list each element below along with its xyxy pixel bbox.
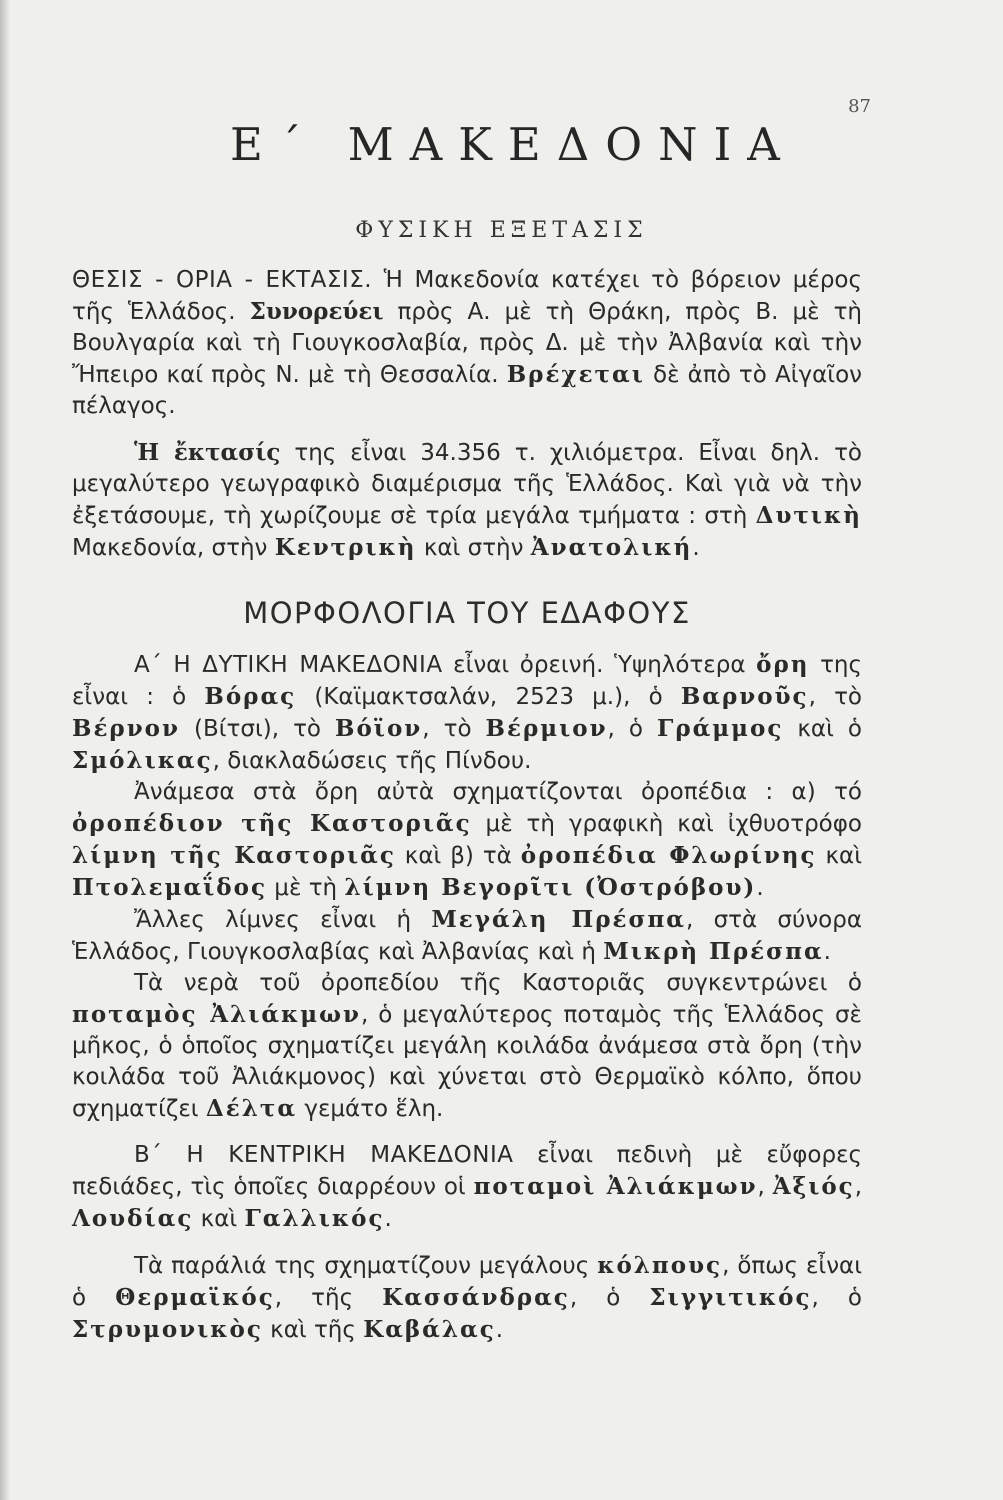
paragraph-text: γεμάτο ἕλη. (297, 1096, 444, 1122)
paragraph-text: , στὰ σύνορα Ἑλλάδος, Γιουγκοσλαβίας καὶ Ἀλβανίας καὶ ἡ (72, 907, 862, 965)
emphasized-term: Βόρας (204, 683, 297, 710)
emphasized-term: Γαλλικός (244, 1205, 385, 1232)
paragraph-text: μὲ τὴ (267, 875, 345, 901)
emphasized-term: Ἀξιός (772, 1173, 855, 1200)
paragraph-text: Μακεδονία, στὴν (72, 535, 275, 561)
paragraph-text: . (384, 1206, 392, 1232)
paragraph-text: της εἶναι : ὁ (72, 652, 862, 710)
paragraph-text: της εἶναι 34.356 τ. χιλιόμετρα. Εἶναι δηλ. τὸ μεγαλύτερο γεωγραφικὸ διαμέρισμα τῆς Ἑλλάδος. Καὶ γιὰ νὰ τὴν ἐξετάσουμε, τὴ χωρίζουμε σὲ τρία μεγάλα τμήματα : στὴ (72, 440, 863, 529)
paragraph-text: Ἡ Μακεδονία κατέχει τὸ βόρειον μέρος τῆς Ἑλλάδος. (72, 267, 862, 325)
paragraph-text: Ἄλλες λίμνες εἶναι ἡ (134, 907, 432, 933)
paragraph-aliakmon (72, 968, 862, 1125)
emphasized-term: Λουδίας (72, 1205, 194, 1232)
paragraph-lakes (72, 904, 862, 968)
emphasized-term: ὀροπέδια Φλωρίνης (520, 842, 817, 869)
emphasized-term: Δυτικὴ (755, 502, 862, 529)
emphasized-term: κόλπους (597, 1252, 723, 1279)
emphasized-term: Δέλτα (205, 1095, 298, 1122)
emphasized-term: Θερμαϊκός (115, 1284, 275, 1311)
paragraph-text: δὲ ἀπὸ τὸ Αἰγαῖον πέλαγος. (72, 362, 862, 419)
emphasized-term: Κασσάνδρας (382, 1284, 570, 1311)
emphasized-term: Ἀνατολική (530, 534, 693, 561)
paragraph-text: . (756, 875, 764, 901)
paragraph-text: , ὁ (811, 1285, 862, 1311)
paragraph-text: , τὸ (808, 684, 862, 710)
emphasized-term: λίμνη Βεγορῖτι (Ὀστρόβου) (344, 874, 757, 901)
paragraph-text: καὶ τῆς (262, 1317, 364, 1343)
chapter-title: Ε΄ ΜΑΚΕΔΟΝΙΑ (230, 118, 796, 171)
paragraph-text: καὶ ὁ (783, 716, 862, 742)
emphasized-term: ποταμοὶ Ἀλιάκμων (473, 1173, 758, 1200)
page-body (72, 265, 862, 1346)
emphasized-term: Σιγγιτικός (649, 1284, 812, 1311)
paragraph-text: , (757, 1174, 773, 1200)
paragraph-text: Τὰ παράλιά της σχηματίζουν μεγάλους (134, 1253, 598, 1279)
section-title: ΦΥΣΙΚΗ ΕΞΕΤΑΣΙΣ (355, 218, 648, 243)
paragraph-lead: Β΄ Η ΚΕΝΤΡΙΚΗ ΜΑΚΕΔΟΝΙΑ (134, 1142, 514, 1168)
page-number: 87 (848, 96, 871, 117)
paragraph-text: καὶ (816, 843, 862, 869)
paragraph-text: . (692, 535, 700, 561)
paragraph-text: , τὸ (422, 716, 486, 742)
emphasized-term: ὄρη (756, 651, 810, 678)
paragraph-text: , (854, 1174, 862, 1200)
emphasized-term: Βέρμιον (485, 715, 608, 742)
paragraph-plateaus (72, 777, 862, 904)
emphasized-term: λίμνη τῆς Καστοριᾶς (72, 842, 396, 869)
paragraph-area (72, 437, 862, 564)
emphasized-term: Βόϊον (335, 715, 423, 742)
emphasized-term: Μικρὴ Πρέσπα (603, 938, 824, 965)
paragraph-text: (Βίτσι), τὸ (179, 716, 336, 742)
paragraph-text: , ὅπως εἶναι ὁ (72, 1253, 862, 1311)
emphasized-term: Βέρνον (72, 715, 180, 742)
paragraph-text: (Καϊμακτσαλάν, 2523 μ.), ὁ (296, 684, 681, 710)
paragraph-text: . (823, 939, 831, 965)
paragraph-gulfs (72, 1250, 862, 1346)
paragraph-text: , διακλαδώσεις τῆς Πίνδου. (212, 748, 532, 774)
emphasized-term: Πτολεμαΐδος (72, 874, 267, 901)
paragraph-text: καὶ (193, 1206, 245, 1232)
paragraph-text: μὲ τὴ γραφικὴ καὶ ἰχθυοτρόφο (471, 811, 863, 837)
paragraph-western-macedonia (72, 649, 862, 777)
emphasized-term: ποταμὸς Ἀλιάκμων (72, 1001, 361, 1028)
paragraph-text: , ὁ (607, 716, 657, 742)
paragraph-text: εἶναι πεδινὴ μὲ εὔφορες πεδιάδες, τὶς ὁποῖες διαρρέουν οἱ (72, 1142, 862, 1200)
paragraph-text: καὶ β) τὰ (395, 843, 521, 869)
paragraph-position-borders (72, 265, 862, 422)
paragraph-text: , ὁ (569, 1285, 650, 1311)
emphasized-term: ὀροπέδιον τῆς Καστοριᾶς (72, 810, 472, 837)
morphology-heading: ΜΟΡΦΟΛΟΓΙΑ ΤΟΥ ΕΔΑΦΟΥΣ (243, 596, 691, 630)
paragraph-text: , τῆς (274, 1285, 383, 1311)
emphasized-term: Σμόλικας (72, 747, 213, 774)
paragraph-text: καὶ στὴν (416, 535, 531, 561)
emphasized-term: Γράμμος (656, 715, 784, 742)
emphasized-term: Καβάλας (363, 1316, 496, 1343)
emphasized-term: Συνορεύει (249, 298, 384, 325)
emphasized-term: Ἡ ἔκτασίς (134, 439, 281, 466)
emphasized-term: Στρυμονικὸς (72, 1316, 263, 1343)
emphasized-term: Βρέχεται (506, 361, 645, 388)
paragraph-central-macedonia (72, 1140, 862, 1235)
emphasized-term: Κεντρικὴ (274, 534, 417, 561)
paragraph-text: . (495, 1317, 504, 1343)
paragraph-text: Ἀνάμεσα στὰ ὄρη αὐτὰ σχηματίζονται ὀροπέδια : α) τό (134, 779, 862, 805)
paragraph-lead: ΘΕΣΙΣ - ΟΡΙΑ - ΕΚΤΑΣΙΣ. (72, 267, 373, 293)
emphasized-term: Βαρνοῦς (680, 683, 809, 710)
paragraph-text: εἶναι ὀρεινή. Ὑψηλότερα (442, 652, 757, 678)
paragraph-text: Τὰ νερὰ τοῦ ὀροπεδίου τῆς Καστοριᾶς συγκεντρώνει ὁ (134, 970, 862, 996)
paragraph-text: , ὁ μεγαλύτερος ποταμὸς τῆς Ἑλλάδος σὲ μῆκος, ὁ ὁποῖος σχηματίζει μεγάλη κοιλάδα ἀνάμεσα στὰ ὄρη (τὴν κοιλάδα τοῦ Ἀλιάκμονος) καὶ χύνεται στὸ Θερμαϊκὸ κόλπο, ὅπου σχηματίζει (72, 1002, 862, 1122)
paragraph-text: πρὸς Α. μὲ τὴ Θράκη, πρὸς Β. μὲ τὴ Βουλγαρία καὶ τὴ Γιουγκοσλαβία, πρὸς Δ. μὲ τὴν Ἀλβανία καὶ τὴν Ἤπειρο καί πρὸς Ν. μὲ τὴ Θεσσαλία. (72, 299, 862, 388)
paragraph-lead: Α΄ Η ΔΥΤΙΚΗ ΜΑΚΕΔΟΝΙΑ (134, 652, 443, 678)
emphasized-term: Μεγάλη Πρέσπα (431, 906, 686, 933)
